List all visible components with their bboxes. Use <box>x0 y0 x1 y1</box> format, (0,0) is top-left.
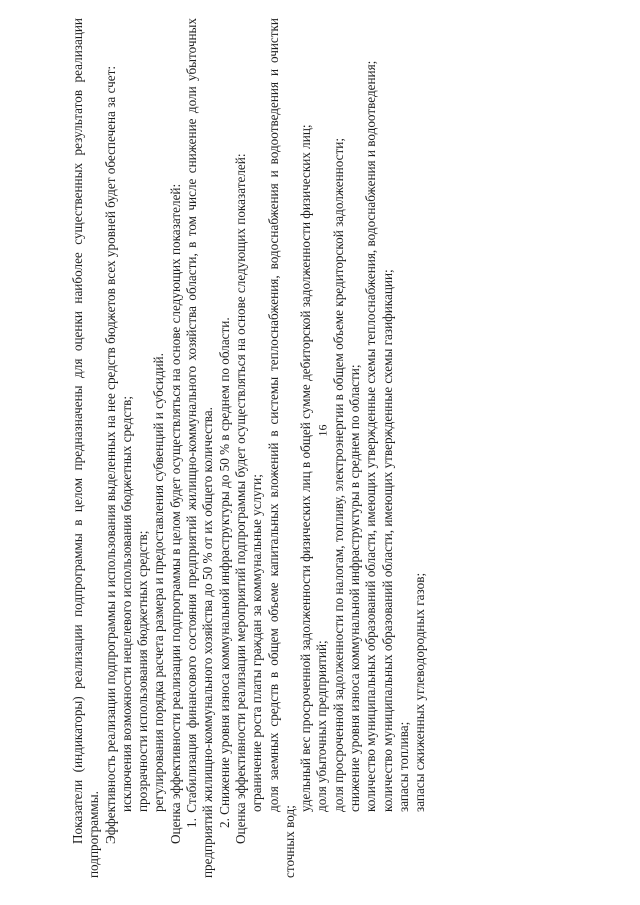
list-item: ограничение роста платы граждан за коммунальные услуги; <box>249 474 265 812</box>
list-item: доля просроченной задолженности по налогам, топливу, электроэнергии в общем объеме кредиторской задолженности; <box>330 137 346 812</box>
rotated-page <box>70 18 630 878</box>
list-item: исключения возможности нецелевого использования бюджетных средств; <box>118 396 134 812</box>
list-item: прозрачности использования бюджетных средств; <box>135 530 151 812</box>
list-item: количество муниципальных образований области, имеющих утвержденные схемы газификации; <box>379 269 395 812</box>
list-item: снижение уровня износа коммунальной инфраструктуры в среднем по области; <box>347 364 363 812</box>
paragraph: Показатели (индикаторы) реализации подпрограммы в целом предназначены для оценки наиболее существенных результатов реализации подпрограммы. <box>70 18 102 878</box>
list-item: запасы сжиженных углеводородных газов; <box>412 572 428 812</box>
list-item: запасы топлива; <box>395 721 411 812</box>
paragraph: 1. Стабилизация финансового состояния предприятий жилищно-коммунального хозяйства области, в том числе снижение доли убыточных предприятий жилищно-коммунального хозяйства до 50 % от их общего количества. <box>184 18 216 878</box>
paragraph: Оценка эффективности реализации мероприятий подпрограммы будет осуществляться на основе следующих показателей: <box>232 153 248 844</box>
list-item: удельный вес просроченной задолженности физических лиц в общей сумме дебиторской задолженности физических лиц; <box>298 124 314 812</box>
paragraph: Оценка эффективности реализации подпрограммы в целом будет осуществляться на основе следующих показателей: <box>167 183 183 844</box>
paragraph: Эффективность реализации подпрограммы и использования выделенных на нее средств бюджетов всех уровней будет обеспечена за счет: <box>102 65 118 844</box>
page-number: 16 <box>315 424 330 437</box>
list-item: доля убыточных предприятий; <box>314 640 330 812</box>
document-body <box>70 18 429 878</box>
list-item: доля заемных средств в общем объеме капитальных вложений в системы теплоснабжения, водоснабжения и водоотведения и очистки сточных вод; <box>265 18 297 878</box>
paragraph: 2. Снижение уровня износа коммунальной инфраструктуры до 50 % в среднем по области. <box>216 317 232 828</box>
list-item: количество муниципальных образований области, имеющих утвержденные схемы теплоснабжения, водоснабжения и водоотведения; <box>363 60 379 812</box>
list-item: регулирования порядка расчета размера и предоставления субвенций и субсидий. <box>151 353 167 812</box>
